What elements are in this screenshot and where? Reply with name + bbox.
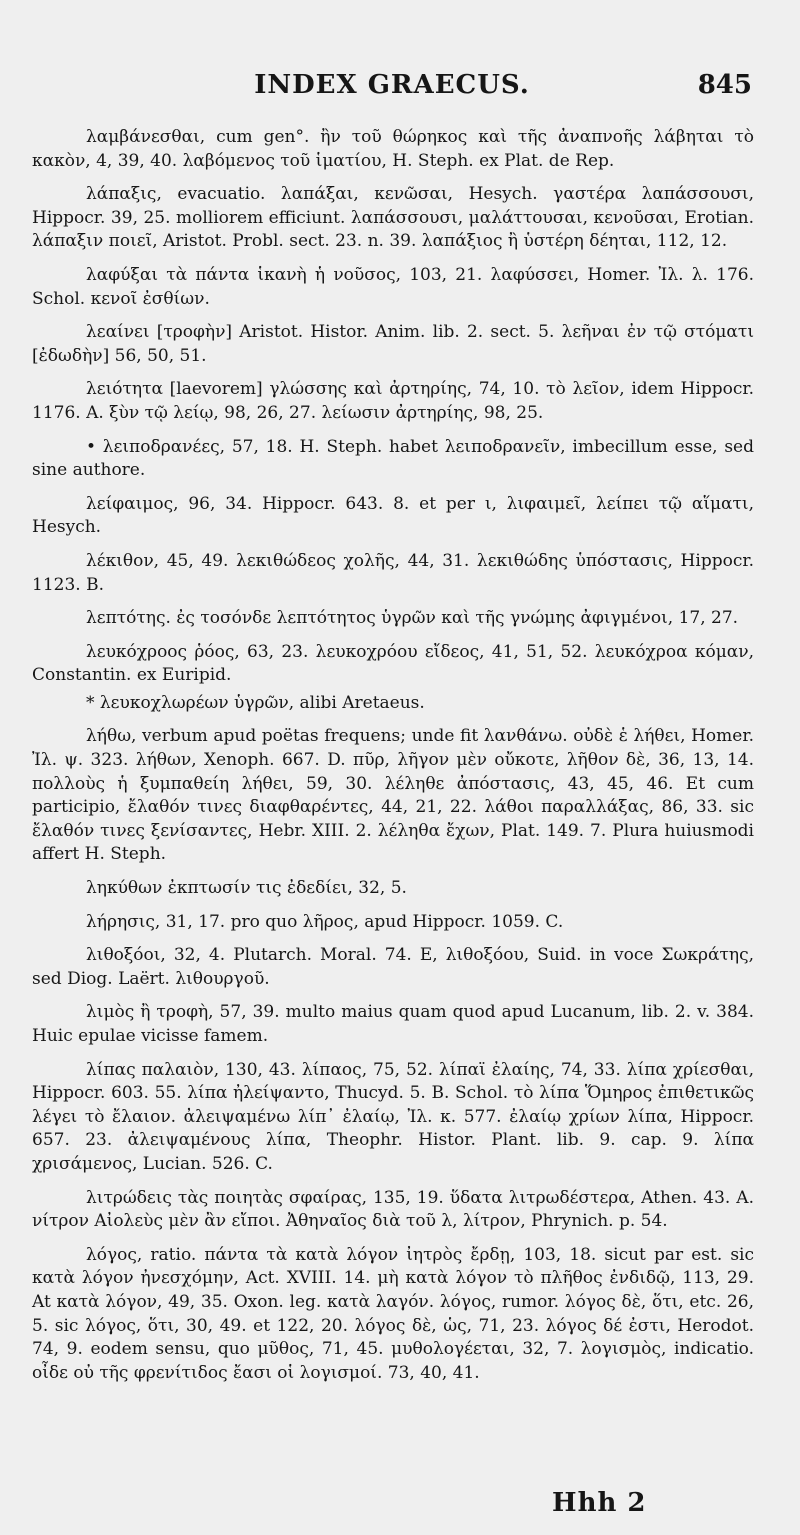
index-entry: λέκιθον, 45, 49. λεκιθώδεος χολῆς, 44, 31. λεκιθώδης ὑπόστασις, Hippocr. 1123. B. (32, 550, 754, 595)
index-entry: λεαίνει [τροφὴν] Aristot. Histor. Anim. lib. 2. sect. 5. λεῆναι ἐν τῷ στόματι [ἐδωδὴν] 56, 50, 51. (32, 322, 754, 366)
index-entry: ληκύθων ἐκπτωσίν τις ἐδεδίει, 32, 5. (86, 878, 407, 899)
index-entry: λευκόχροος ῥόος, 63, 23. λευκοχρόου εἴδεος, 41, 51, 52. λευκόχροα κόμαν, Constantin. ex Euripid. (32, 641, 754, 686)
index-entry: λειότητα [laevorem] γλώσσης καὶ ἀρτηρίης, 74, 10. τὸ λεῖον, idem Hippocr. 1176. A. ξὺν τῷ λείῳ, 98, 26, 27. λείωσιν ἀρτηρίης, 98, 25. (32, 379, 754, 423)
index-entry: λαφύξαι τὰ πάντα ἱκανὴ ἡ νοῦσος, 103, 21. λαφύσσει, Homer. Ἰλ. λ. 176. Schol. κενοῖ ἐσθίων. (32, 264, 754, 309)
index-entry: λόγος, ratio. πάντα τὰ κατὰ λόγον ἰητρὸς ἔρδῃ, 103, 18. sicut par est. sic κατὰ λόγον ἠνεσχόμην, Act. XVIII. 14. μὴ κατὰ λόγον τὸ πλῆθος ἐνδιδῷ, 113, 29. At κατὰ λόγον, 49, 35. Oxon. leg. κατὰ λαγόν. λόγος, rumor. λόγος δὲ, ὅτι, etc. 26, 5. sic λόγος, ὅτι, 30, 49. et 122, 20. λόγος δὲ, ὡς, 71, 23. λόγος δέ ἐστι, Herodot. 74, 9. eodem sensu, quo μῦθος, 71, 45. μυθολογέεται, 32, 7. λογισμὸς, indicatio. οἶδε οὐ τῆς φρενίτιδος ἔασι οἱ λογισμοί. 73, 40, 41. (32, 1244, 754, 1383)
index-entry: λιμὸς ἢ τροφὴ, 57, 39. multo maius quam quod apud Lucanum, lib. 2. v. 384. Huic epulae vicisse famem. (32, 1002, 754, 1046)
index-entry: • λειποδρανέες, 57, 18. H. Steph. habet λειποδρανεῖν, imbecillum esse, sed sine authore. (32, 436, 754, 481)
index-entry: λάπαξις, evacuatio. λαπάξαι, κενῶσαι, Hesych. γαστέρα λαπάσσουσι, Hippocr. 39, 25. molliorem efficiunt. λαπάσσουσι, μαλάττουσαι, κενοῦσαι, Erotian. λάπαξιν ποιεῖ, Aristot. Probl. sect. 23. n. 39. λαπάξιος ἢ ὑστέρη δέηται, 112, 12. (32, 184, 754, 252)
index-entry: * λευκοχλωρέων ὑγρῶν, alibi Aretaeus. (86, 692, 425, 713)
signature-mark: Hhh 2 (552, 1488, 647, 1518)
running-title: INDEX GRAECUS. (254, 70, 530, 100)
index-entry: λήρησις, 31, 17. pro quo λῆρος, apud Hippocr. 1059. C. (86, 911, 564, 932)
index-entry: λιθοξόοι, 32, 4. Plutarch. Moral. 74. E, λιθοξόου, Suid. in voce Σωκράτης, sed Diog. Laërt. λιθουργοῦ. (32, 945, 754, 989)
index-entry: λαμβάνεσθαι, cum gen°. ἢν τοῦ θώρηκος καὶ τῆς ἀναπνοῆς λάβηται τὸ κακὸν, 4, 39, 40. λαβόμενος τοῦ ἱματίου, H. Steph. ex Plat. de Rep. (32, 127, 754, 171)
page-number: 845 (697, 70, 752, 100)
index-entry: λιτρώδεις τὰς ποιητὰς σφαίρας, 135, 19. ὕδατα λιτρωδέστερα, Athen. 43. A. νίτρον Αἰολεὺς μὲν ἂν εἴποι. Ἀθηναῖος διὰ τοῦ λ, λίτρον, Phrynich. p. 54. (32, 1187, 754, 1232)
index-entry: λεπτότης. ἐς τοσόνδε λεπτότητος ὑγρῶν καὶ τῆς γνώμης ἀφιγμένοι, 17, 27. (86, 608, 739, 629)
page-header (32, 70, 752, 110)
index-entry: λίπας παλαιὸν, 130, 43. λίπαος, 75, 52. λίπαϊ ἐλαίης, 74, 33. λίπα χρίεσθαι, Hippocr. 603. 55. λίπα ἠλείψαντο, Thucyd. 5. B. Schol. τὸ λίπα Ὅμηρος ἐπιθετικῶς λέγει τὸ ἔλαιον. ἀλειψαμένω λίπ᾽ ἐλαίῳ, Ἰλ. κ. 577. ἐλαίῳ χρίων λίπα, Hippocr. 657. 23. ἀλειψαμένους λίπα, Theophr. Histor. Plant. lib. 9. cap. 9. λίπα χρισάμενος, Lucian. 526. C. (32, 1059, 754, 1174)
index-entry: λήθω, verbum apud poëtas frequens; unde fit λανθάνω. οὐδὲ ἑ λήθει, Homer. Ἰλ. ψ. 323. λήθων, Xenoph. 667. D. πῦρ, λῆγον μὲν οὔκοτε, λῆθον δὲ, 36, 13, 14. πολλοὺς ἡ ξυμπαθείη λήθει, 59, 30. λέληθε ἀπόστασις, 43, 45, 46. Et cum participio, ἔλαθόν τινες διαφθαρέντες, 44, 21, 22. λάθοι παραλλάξας, 86, 33. sic ἔλαθόν τινες ξενίσαντες, Hebr. XIII. 2. λέληθα ἔχων, Plat. 149. 7. Plura huiusmodi affert H. Steph. (32, 726, 754, 865)
index-body (32, 126, 754, 1395)
index-entry: λείφαιμος, 96, 34. Hippocr. 643. 8. et per ι, λιφαιμεῖ, λείπει τῷ αἵματι, Hesych. (32, 493, 754, 538)
